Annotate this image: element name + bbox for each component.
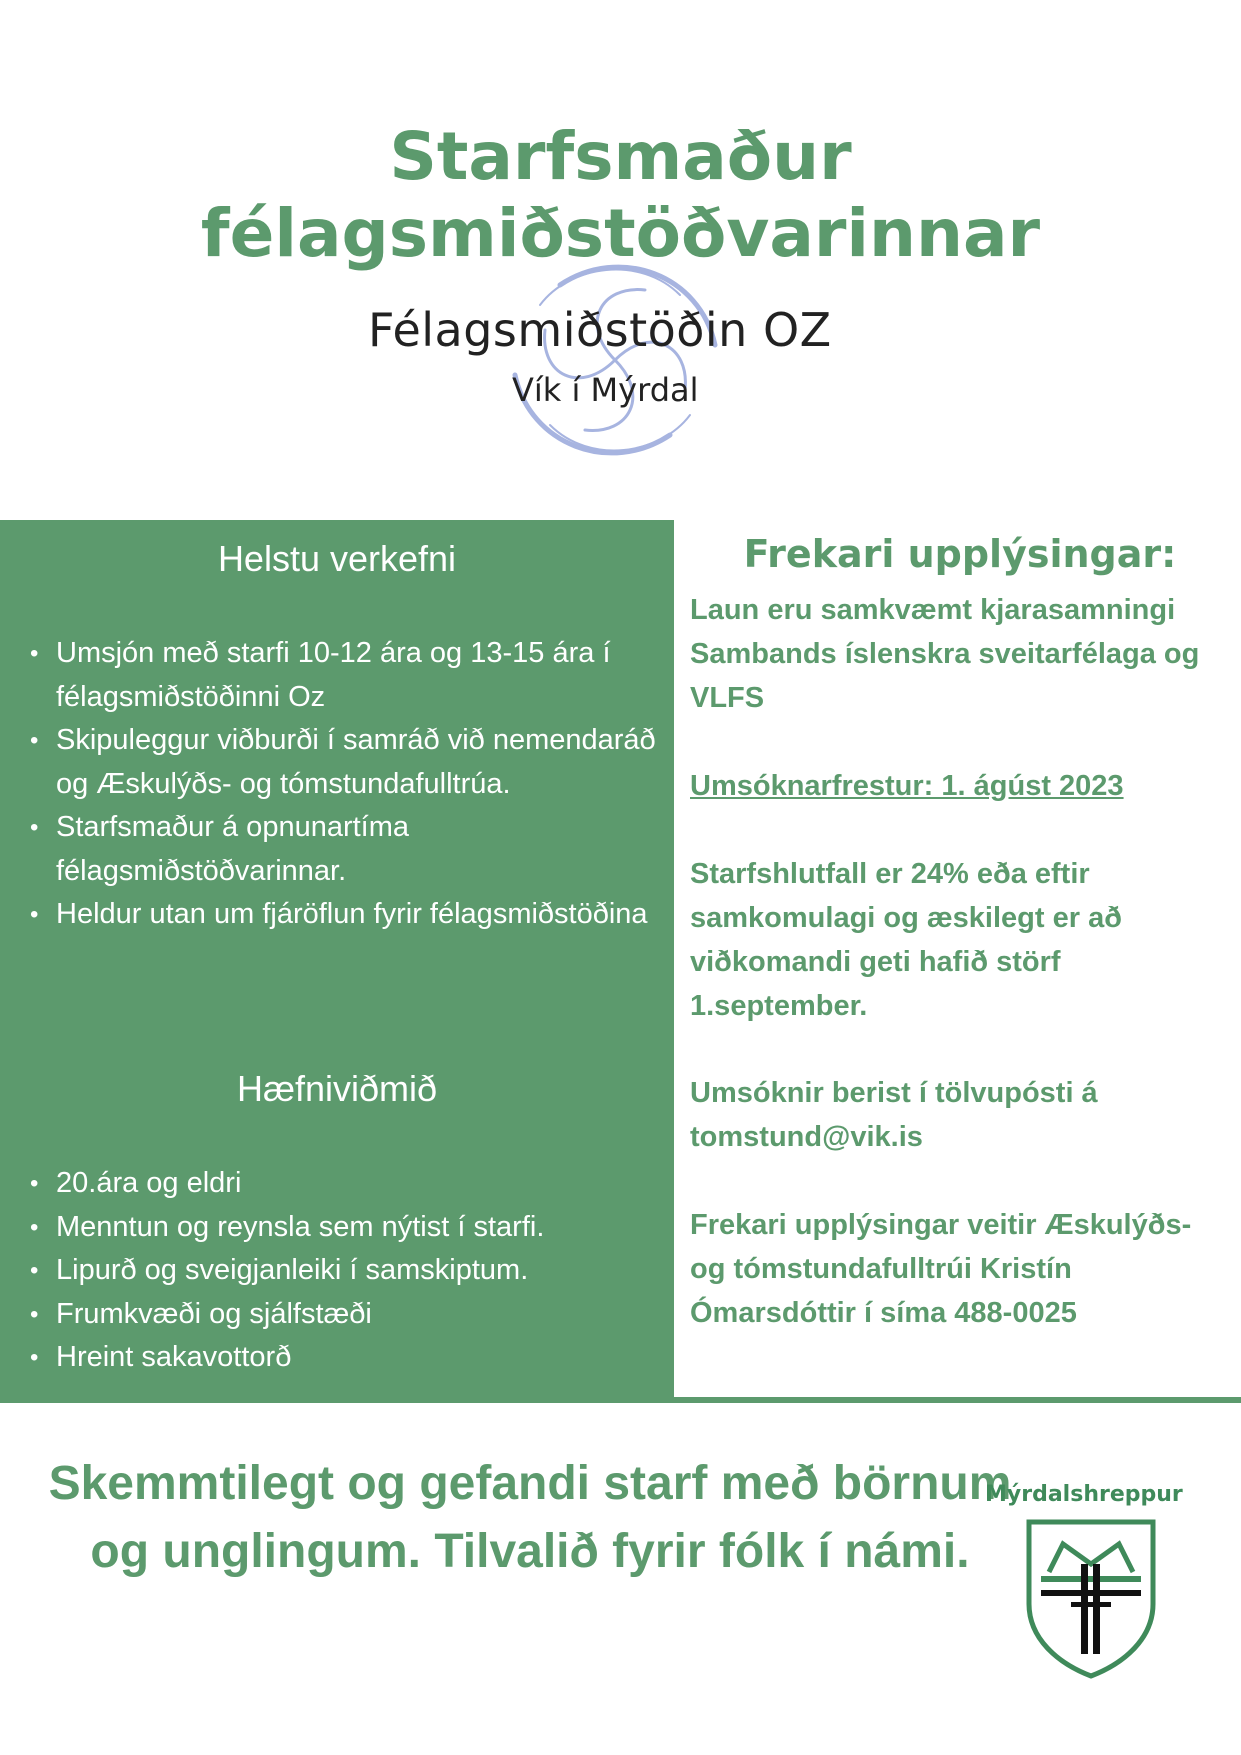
- info-heading: Frekari upplýsingar:: [743, 532, 1177, 576]
- qualifications-heading: Hæfniviðmið: [236, 1068, 438, 1109]
- list-item: • Lipurð og sveigjanleiki í samskiptum.: [26, 1249, 666, 1293]
- contact-info: Frekari upplýsingar veitir Æskulýðs- og tómstundafulltrúi Kristín Ómarsdóttir í síma 488-0025: [690, 1209, 1192, 1329]
- list-item: • Heldur utan um fjáröflun fyrir félagsmiðstöðina: [26, 893, 666, 937]
- list-item: • 20.ára og eldri: [26, 1162, 666, 1206]
- employment-info: Starfshlutfall er 24% eða eftir samkomulagi og æskilegt er að viðkomandi geti hafið störf 1.september.: [690, 858, 1122, 1022]
- salary-info: Laun eru samkvæmt kjarasamningi Sambands íslenskra sveitarfélaga og VLFS: [690, 594, 1200, 714]
- deadline-info: Umsóknarfrestur: 1. ágúst 2023: [690, 770, 1124, 802]
- municipality-name: Mýrdalshreppur: [985, 1482, 1183, 1507]
- divider: [0, 1397, 1241, 1403]
- tasks-heading: Helstu verkefni: [217, 538, 457, 579]
- list-item: • Skipuleggur viðburði í samráð við nemendaráð og Æskulýðs- og tómstundafulltrúa.: [26, 719, 666, 806]
- qualifications-list: [26, 1162, 666, 1380]
- municipality-shield-icon: [1025, 1518, 1157, 1680]
- list-item: • Frumkvæði og sjálfstæði: [26, 1293, 666, 1337]
- logo-location: Vík í Mýrdal: [512, 371, 699, 409]
- tasks-list: [26, 632, 666, 937]
- apply-info: Umsóknir berist í tölvupósti á tomstund@vik.is: [690, 1077, 1098, 1153]
- swirl-icon: [500, 245, 730, 475]
- oz-logo: [350, 245, 890, 475]
- slogan: Skemmtilegt og gefandi starf með börnum og unglingum. Tilvalið fyrir fólk í námi.: [48, 1457, 1012, 1578]
- list-item: • Hreint sakavottorð: [26, 1336, 666, 1380]
- logo-name: Félagsmiðstöðin OZ: [368, 303, 832, 357]
- list-item: • Umsjón með starfi 10-12 ára og 13-15 ára í félagsmiðstöðinni Oz: [26, 632, 666, 719]
- list-item: • Menntun og reynsla sem nýtist í starfi.: [26, 1206, 666, 1250]
- left-panel: [0, 520, 674, 1401]
- list-item: • Starfsmaður á opnunartíma félagsmiðstöðvarinnar.: [26, 806, 666, 893]
- page-title: Starfsmaður félagsmiðstöðvarinnar: [200, 118, 1041, 272]
